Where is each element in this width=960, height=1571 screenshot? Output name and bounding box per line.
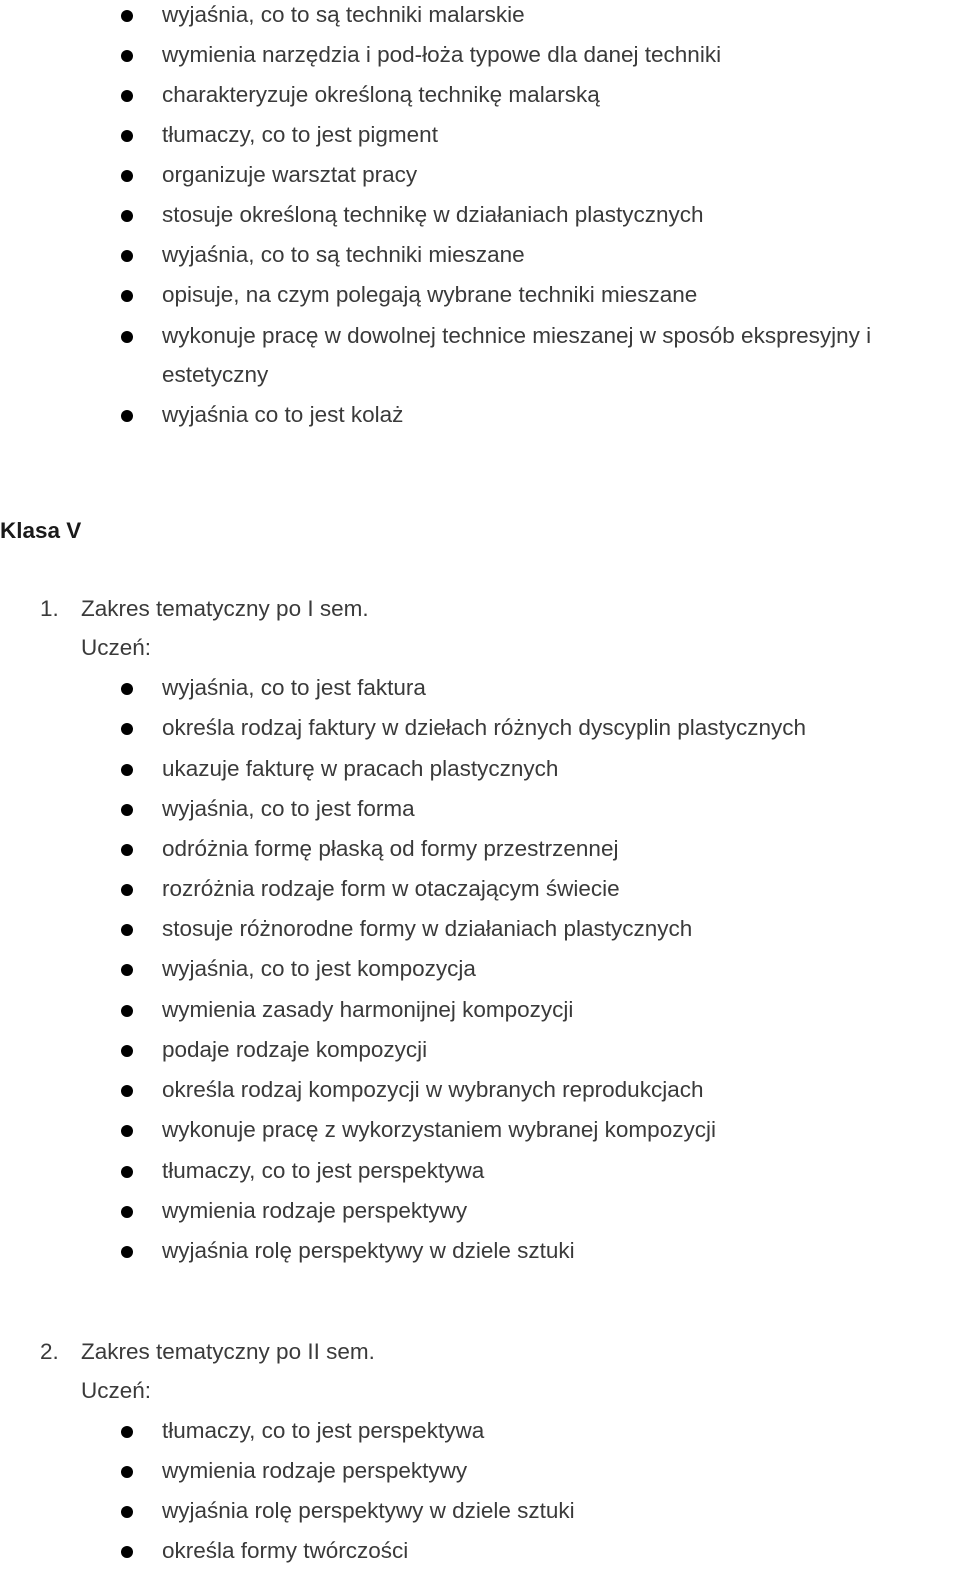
list-item: wyjaśnia, co to są techniki malarskie [162,2,525,27]
list-item: stosuje określoną technikę w działaniach plastycznych [162,202,704,227]
list-item: wyjaśnia rolę perspektywy w dziele sztuki [162,1498,575,1523]
bullet-icon [121,10,133,22]
list-item: odróżnia formę płaską od formy przestrzennej [162,836,619,861]
bullet-icon [121,90,133,102]
bullet-icon [121,1506,133,1518]
class-heading: Klasa V [0,518,82,543]
bullet-icon [121,844,133,856]
bullet-icon [121,331,133,343]
list-item: określa rodzaj kompozycji w wybranych reprodukcjach [162,1077,704,1102]
bullet-icon [121,964,133,976]
bullet-icon [121,130,133,142]
bullet-icon [121,884,133,896]
list-item: tłumaczy, co to jest perspektywa [162,1418,485,1443]
list-item: wyjaśnia co to jest kolaż [162,402,404,427]
list-item: wyjaśnia, co to jest faktura [162,675,426,700]
list-item: ukazuje fakturę w pracach plastycznych [162,756,559,781]
bullet-icon [121,1246,133,1258]
list-item-continuation: estetyczny [162,362,269,387]
bullet-icon [121,1166,133,1178]
list-item: wyjaśnia, co to jest forma [162,796,415,821]
bullet-icon [121,1125,133,1137]
list-item: wymienia rodzaje perspektywy [162,1458,468,1483]
list-item: wymienia rodzaje perspektywy [162,1198,468,1223]
list-item: wykonuje pracę z wykorzystaniem wybranej kompozycji [162,1117,716,1142]
bullet-icon [121,924,133,936]
bullet-icon [121,170,133,182]
bullet-icon [121,1206,133,1218]
list-item: rozróżnia rodzaje form w otaczającym świecie [162,876,620,901]
bullet-icon [121,210,133,222]
bullet-icon [121,764,133,776]
bullet-icon [121,1005,133,1017]
bullet-icon [121,50,133,62]
list-item: podaje rodzaje kompozycji [162,1037,428,1062]
bullet-icon [121,1045,133,1057]
section-title: Zakres tematyczny po II sem. [81,1339,375,1364]
list-item: tłumaczy, co to jest perspektywa [162,1158,485,1183]
list-item: charakteryzuje określoną technikę malarską [162,82,600,107]
bullet-icon [121,683,133,695]
list-item: organizuje warsztat pracy [162,162,418,187]
list-item: stosuje różnorodne formy w działaniach plastycznych [162,916,693,941]
bullet-icon [121,290,133,302]
section-title: Zakres tematyczny po I sem. [81,596,369,621]
student-label: Uczeń: [81,635,152,660]
list-item: określa formy twórczości [162,1538,409,1563]
list-item: wyjaśnia, co to są techniki mieszane [162,242,525,267]
list-item: określa rodzaj faktury w dziełach różnych dyscyplin plastycznych [162,715,807,740]
list-item: wyjaśnia, co to jest kompozycja [162,956,476,981]
bullet-icon [121,410,133,422]
list-item: wykonuje pracę w dowolnej technice mieszanej w sposób ekspresyjny i [162,323,872,348]
list-item: wymienia narzędzia i pod-łoża typowe dla danej techniki [162,42,722,67]
bullet-icon [121,723,133,735]
section-number: 1. [40,596,59,621]
bullet-icon [121,250,133,262]
list-item: opisuje, na czym polegają wybrane techniki mieszane [162,282,698,307]
list-item: wymienia zasady harmonijnej kompozycji [162,997,574,1022]
list-item: wyjaśnia rolę perspektywy w dziele sztuki [162,1238,575,1263]
list-item: tłumaczy, co to jest pigment [162,122,438,147]
bullet-icon [121,1546,133,1558]
bullet-icon [121,1426,133,1438]
section-number: 2. [40,1339,59,1364]
bullet-icon [121,1085,133,1097]
bullet-icon [121,1466,133,1478]
student-label: Uczeń: [81,1378,152,1403]
bullet-icon [121,804,133,816]
